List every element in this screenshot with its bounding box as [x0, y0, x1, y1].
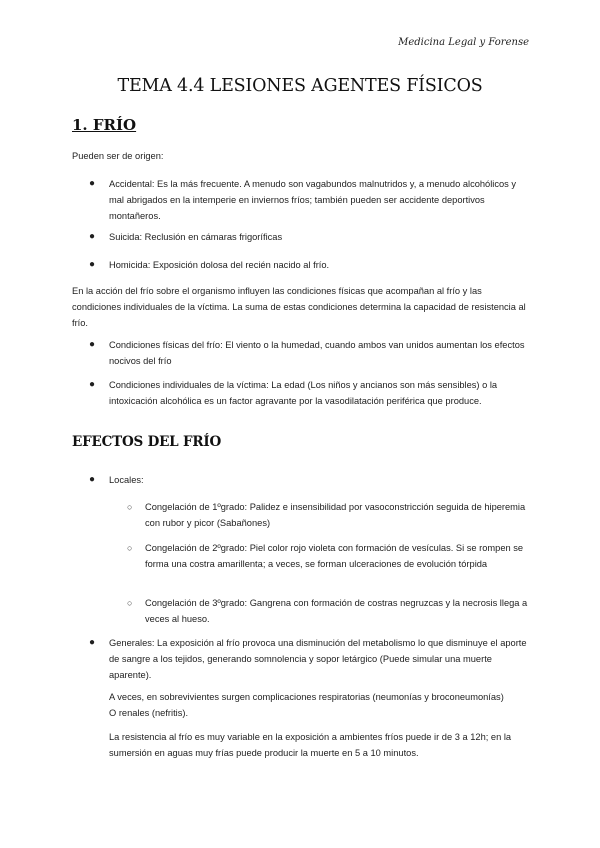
locales-item: Congelación de 1ºgrado: Palidez e insensibilidad por vasoconstricción seguida de hiperemia con rubor y picor (Sabañones) [145, 502, 526, 528]
generales-paragraph: A veces, en sobrevivientes surgen complicaciones respiratorias (neumonías y broconeumonías) O renales (nefritis). [109, 692, 504, 718]
generales-paragraph: La resistencia al frío es muy variable en la exposición a ambientes fríos puede ir de 3 a 12h; en la sumersión en aguas muy frías puede producir la muerte en 5 a 10 minutos. [109, 732, 512, 758]
locales-item: Congelación de 2ºgrado: Piel color rojo violeta con formación de vesículas. Si se rompen se forma una costra amarillenta; a veces, se forman ulceraciones de evolución tórpida [145, 543, 524, 569]
condition-item: Condiciones individuales de la víctima: La edad (Los niños y ancianos son más sensibles) o la intoxicación alcohólica es un factor agravante por la vasodilatación periférica que produce. [109, 380, 498, 406]
sub-bullet-icon: ○ [127, 502, 133, 512]
condition-item: Condiciones físicas del frío: El viento o la humedad, cuando ambos van unidos aumentan los efectos nocivos del frío [109, 340, 525, 366]
bullet-icon: ● [89, 474, 96, 485]
sub-bullet-icon: ○ [127, 543, 133, 553]
page-title: TEMA 4.4 LESIONES AGENTES FÍSICOS [117, 76, 483, 96]
bullet-icon: ● [89, 178, 96, 189]
bullet-icon: ● [89, 379, 96, 390]
body-paragraph: En la acción del frío sobre el organismo influyen las condiciones físicas que acompañan al frío y las condiciones individuales de la víctima. La suma de estas condiciones determina la capacidad de resistencia al frío. [72, 286, 526, 328]
bullet-icon: ● [89, 637, 96, 648]
section-heading-frio: 1. FRÍO [72, 116, 137, 134]
origin-item: Homicida: Exposición dolosa del recién nacido al frío. [109, 260, 330, 270]
running-header: Medicina Legal y Forense [398, 37, 529, 48]
intro-text: Pueden ser de origen: [72, 151, 164, 161]
bullet-icon: ● [89, 231, 96, 242]
bullet-icon: ● [89, 339, 96, 350]
bullet-icon: ● [89, 259, 96, 270]
sub-bullet-icon: ○ [127, 598, 133, 608]
origin-item: Suicida: Reclusión en cámaras frigoríficas [109, 232, 283, 242]
origin-item: Accidental: Es la más frecuente. A menudo son vagabundos malnutridos y, a menudo alcohólicos y mal abrigados en la intemperie en inviernos fríos; también pueden ser accidente deportivos montañeros. [109, 179, 517, 221]
section-heading-efectos: EFECTOS DEL FRÍO [72, 434, 222, 450]
generales-item: Generales: La exposición al frío provoca una disminución del metabolismo lo que disminuye el aporte de sangre a los tejidos, generando somnolencia y sopor letárgico (Puede simular una muerte aparente). [109, 638, 527, 680]
locales-label: Locales: [109, 475, 144, 485]
locales-item: Congelación de 3ºgrado: Gangrena con formación de costras negruzcas y la necrosis llega a veces al hueso. [145, 598, 528, 624]
